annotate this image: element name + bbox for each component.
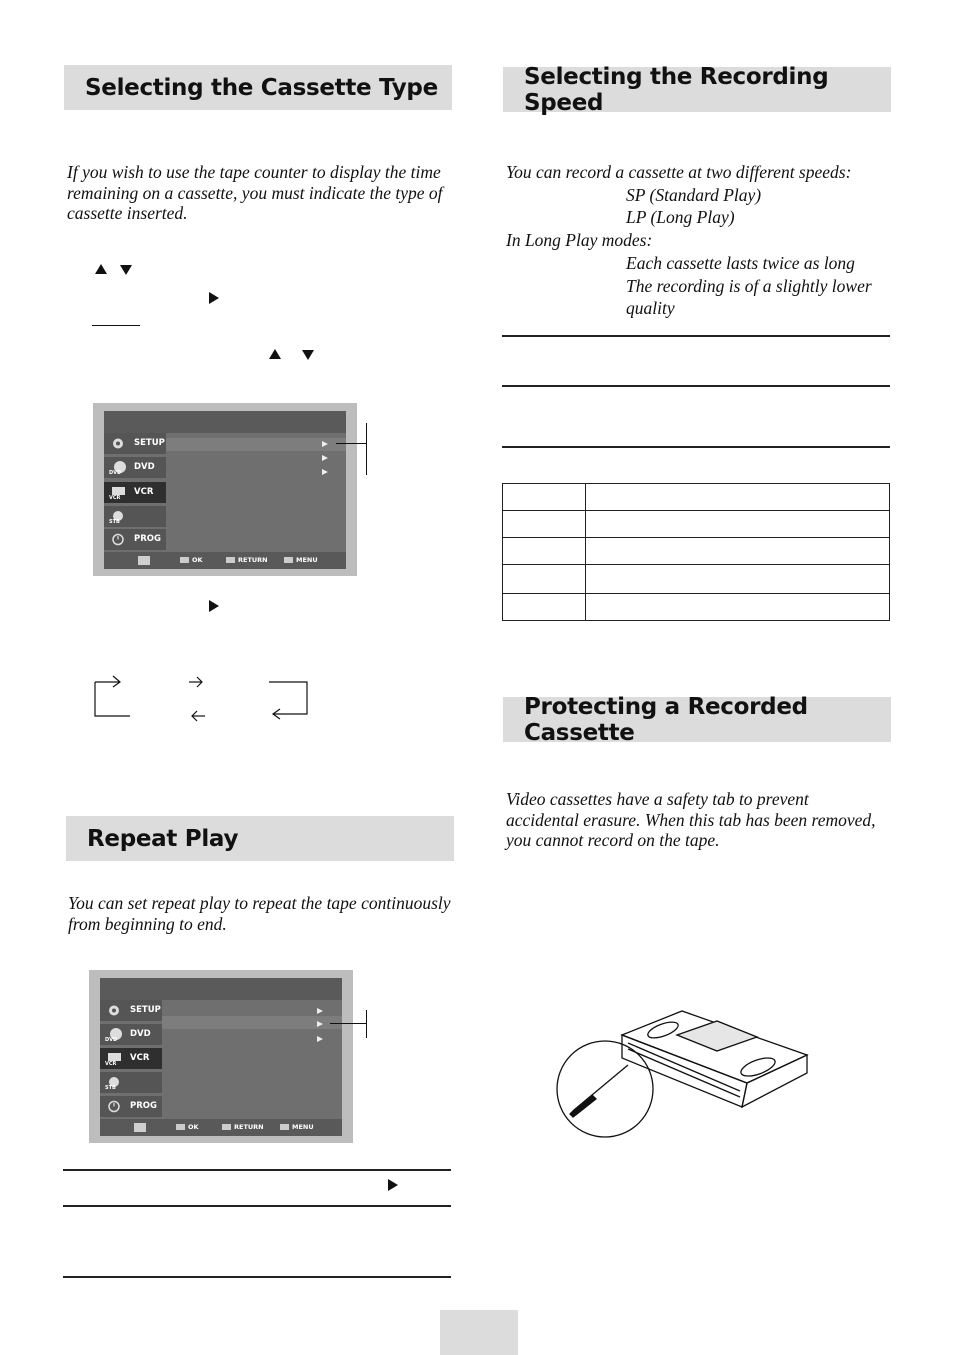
long-play-note-2b: quality bbox=[626, 298, 675, 318]
cycle-diagram bbox=[90, 672, 315, 722]
table-row bbox=[503, 484, 890, 511]
clock-icon bbox=[105, 1099, 123, 1114]
osd-item-setup[interactable]: SETUP bbox=[100, 1000, 162, 1021]
table-row bbox=[503, 538, 890, 565]
long-play-note-1: Each cassette lasts twice as long bbox=[626, 253, 855, 273]
callout-line bbox=[366, 423, 367, 475]
osd-item-setup[interactable]: SETUP bbox=[104, 433, 166, 454]
osd-menu-screen bbox=[93, 403, 357, 576]
osd-item-dvd[interactable]: DVD DVD bbox=[104, 457, 166, 478]
cassette-type-heading: Selecting the Cassette Type bbox=[64, 65, 452, 110]
down-arrow-icon bbox=[120, 265, 132, 275]
gear-icon bbox=[105, 1003, 123, 1018]
osd-row-arrow bbox=[322, 441, 328, 447]
repeat-play-intro: You can set repeat play to repeat the tape continuously from beginning to end. bbox=[68, 893, 451, 934]
osd-item-stb[interactable] bbox=[100, 1072, 162, 1093]
callout-line bbox=[336, 443, 366, 444]
callout-line bbox=[366, 1010, 367, 1038]
divider-rule bbox=[502, 385, 890, 387]
osd-footer: OK RETURN MENU bbox=[100, 1119, 342, 1136]
tape-icon bbox=[109, 485, 127, 500]
gear-icon bbox=[109, 436, 127, 451]
osd-row-arrow bbox=[317, 1008, 323, 1014]
satellite-icon bbox=[109, 509, 127, 524]
recording-time-table bbox=[502, 483, 890, 621]
svg-text:DVD: DVD bbox=[109, 470, 122, 475]
osd-item-vcr[interactable]: VCR VCR bbox=[100, 1048, 162, 1069]
divider-rule bbox=[63, 1169, 451, 1171]
right-arrow-icon bbox=[209, 292, 219, 304]
osd-item-prog[interactable]: PROG bbox=[104, 529, 166, 550]
osd-item-prog[interactable]: PROG bbox=[100, 1096, 162, 1117]
satellite-icon bbox=[105, 1075, 123, 1090]
svg-text:STB: STB bbox=[109, 519, 120, 524]
osd-menu-screen bbox=[89, 970, 353, 1143]
svg-text:VCR: VCR bbox=[109, 495, 121, 500]
svg-text:DVD: DVD bbox=[105, 1037, 118, 1042]
osd-row-arrow bbox=[317, 1021, 323, 1027]
divider-rule bbox=[63, 1276, 451, 1278]
long-play-heading: In Long Play modes: bbox=[506, 230, 653, 250]
sp-mode: SP (Standard Play) bbox=[626, 185, 762, 205]
osd-row-arrow bbox=[322, 469, 328, 475]
right-arrow-icon bbox=[388, 1179, 398, 1191]
table-row bbox=[503, 565, 890, 594]
tape-icon bbox=[105, 1051, 123, 1066]
recording-speed-intro: You can record a cassette at two different speeds: bbox=[506, 162, 852, 182]
right-arrow-icon bbox=[209, 600, 219, 612]
cassette-type-intro: If you wish to use the tape counter to display the time remaining on a cassette, you must indicate the type of cassette inserted. bbox=[67, 162, 443, 223]
repeat-play-heading: Repeat Play bbox=[66, 816, 454, 861]
lp-mode: LP (Long Play) bbox=[626, 207, 735, 227]
svg-text:VCR: VCR bbox=[105, 1061, 117, 1066]
divider-rule bbox=[502, 335, 890, 337]
page-number-box bbox=[440, 1310, 518, 1355]
divider-rule bbox=[502, 446, 890, 448]
osd-footer: OK RETURN MENU bbox=[104, 552, 346, 569]
disc-icon bbox=[109, 460, 127, 475]
osd-row-arrow bbox=[317, 1036, 323, 1042]
osd-item-vcr[interactable]: VCR VCR bbox=[104, 482, 166, 503]
underline-mark bbox=[92, 325, 140, 326]
cassette-icon bbox=[552, 1003, 814, 1141]
disc-icon bbox=[105, 1027, 123, 1042]
up-arrow-icon bbox=[269, 349, 281, 359]
up-arrow-icon bbox=[95, 264, 107, 274]
callout-line bbox=[330, 1023, 367, 1024]
table-row bbox=[503, 511, 890, 538]
protecting-cassette-intro: Video cassettes have a safety tab to prevent accidental erasure. When this tab has been removed, you cannot record on the tape. bbox=[506, 789, 876, 850]
down-arrow-icon bbox=[302, 350, 314, 360]
clock-icon bbox=[109, 532, 127, 547]
protecting-cassette-heading: Protecting a Recorded Cassette bbox=[503, 697, 891, 742]
recording-speed-heading: Selecting the Recording Speed bbox=[503, 67, 891, 112]
svg-text:STB: STB bbox=[105, 1085, 116, 1090]
table-row bbox=[503, 594, 890, 621]
osd-item-dvd[interactable]: DVD DVD bbox=[100, 1024, 162, 1045]
osd-item-stb[interactable] bbox=[104, 506, 166, 527]
osd-row-arrow bbox=[322, 455, 328, 461]
long-play-note-2a: The recording is of a slightly lower bbox=[626, 276, 872, 296]
divider-rule bbox=[63, 1205, 451, 1207]
